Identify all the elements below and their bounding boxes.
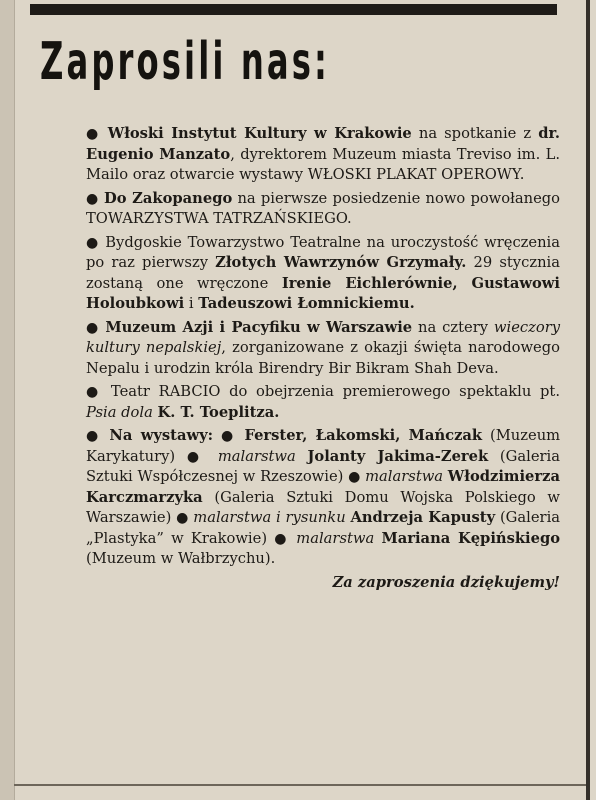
- p6-venue-4: (Galeria „Plastyka” w Krakowie): [86, 509, 561, 547]
- p6-artist-3: Włodzimierza Karczmarzyka: [86, 468, 560, 506]
- closing-thanks: Za zaproszenia dziękujemy!: [332, 573, 560, 591]
- bullet-icon: ●: [86, 384, 103, 400]
- paragraph-6: [86, 426, 560, 570]
- p3-text-a: Bydgoskie Towarzystwo Teatralne na uroczystość wręczenia po raz pierwszy: [86, 233, 561, 271]
- right-rule: [586, 0, 590, 800]
- p6-venue-5: (Muzeum w Wałbrzychu).: [86, 550, 276, 567]
- page-margin: [0, 0, 15, 800]
- p3-text-c: i: [184, 295, 199, 312]
- p1-text-a: na spotkanie z: [411, 125, 539, 142]
- p4-museum: Muzeum Azji i Pacyfiku w Warszawie: [105, 318, 413, 336]
- p6-kind-2: malarstwa: [217, 447, 296, 465]
- p3-laureate-last: Tadeuszowi Łomnickiemu.: [198, 295, 415, 312]
- bottom-rule: [14, 784, 586, 786]
- bullet-icon: ●: [86, 190, 99, 207]
- bullet-icon: ●: [86, 319, 100, 336]
- p6-artist-4: Andrzeja Kapusty: [350, 509, 496, 526]
- p5-text-a: Teatr RABCIO do obejrzenia premierowego spektaklu pt.: [110, 383, 560, 400]
- bullet-icon: ●: [86, 126, 101, 142]
- p6-sp-2: [296, 448, 308, 465]
- p4-text-a: na cztery: [412, 318, 494, 336]
- p1-person: dr. Eugenio Manzato: [86, 125, 560, 163]
- p5-author: K. T. Toeplitza.: [157, 403, 280, 421]
- p5-title: Psia dola: [86, 403, 153, 421]
- p1-text-b: , dyrektorem Muzeum miasta Treviso im. L. Mailo oraz otwarcie wystawy WŁOSKI PLAKAT OPEROWY.: [86, 145, 560, 183]
- p1-institution: Włoski Instytut Kultury w Krakowie: [107, 125, 412, 142]
- paragraph-4: [86, 318, 560, 380]
- p6-venue-2: (Galeria Sztuki Współczesnej w Rzeszowie): [86, 447, 560, 485]
- bullet-icon: ●: [86, 234, 100, 251]
- bullet-icon: ●: [274, 530, 290, 547]
- p6-lead: Na wystawy:: [109, 427, 214, 444]
- bullet-icon: ●: [186, 448, 207, 465]
- paragraph-1: [86, 124, 560, 186]
- p6-kind-4: malarstwa i rysunku: [193, 509, 346, 526]
- bullet-icon: ●: [221, 428, 237, 444]
- paragraph-2: [86, 189, 560, 230]
- top-rule: [30, 4, 557, 15]
- bullet-icon: ●: [176, 510, 189, 526]
- p6-artist-2: Jolanty Jakima-Zerek: [307, 447, 489, 465]
- p6-venue-3: (Galeria Sztuki Domu Wojska Polskiego w Warszawie): [86, 488, 560, 526]
- p4-event: wieczory kultury nepalskiej: [86, 318, 561, 356]
- p6-kind-5: malarstwa: [296, 529, 375, 547]
- p4-text-b: , zorganizowane z okazji święta narodowego Nepalu i urodzin króla Birendry Bir Bikram Shah Deva.: [86, 339, 560, 377]
- p3-text-b: 29 stycznia zostaną one wręczone: [86, 254, 560, 292]
- p6-kind-3: malarstwa: [365, 468, 444, 485]
- bullet-icon: ●: [348, 469, 361, 485]
- p3-laureates: Irenie Eichlerównie, Gustawowi Holoubkowi: [86, 274, 560, 312]
- headline: Zaprosili nas:: [40, 32, 331, 92]
- p6-venue-1: (Muzeum Karykatury): [86, 427, 561, 465]
- p3-award: Złotych Wawrzynów Grzymały.: [215, 254, 467, 271]
- paragraph-3: [86, 233, 560, 315]
- bullet-icon: ●: [86, 428, 102, 444]
- paragraph-5: [86, 382, 560, 423]
- p2-place: Do Zakopanego: [103, 189, 233, 207]
- p6-artists-1: Ferster, Łakomski, Mańczak: [244, 427, 483, 444]
- p6-artist-5: Mariana Kępińskiego: [381, 529, 561, 547]
- article-body: [86, 124, 560, 596]
- p2-text: na pierwsze posiedzenie nowo powołanego TOWARZYSTWA TATRZAŃSKIEGO.: [86, 189, 561, 227]
